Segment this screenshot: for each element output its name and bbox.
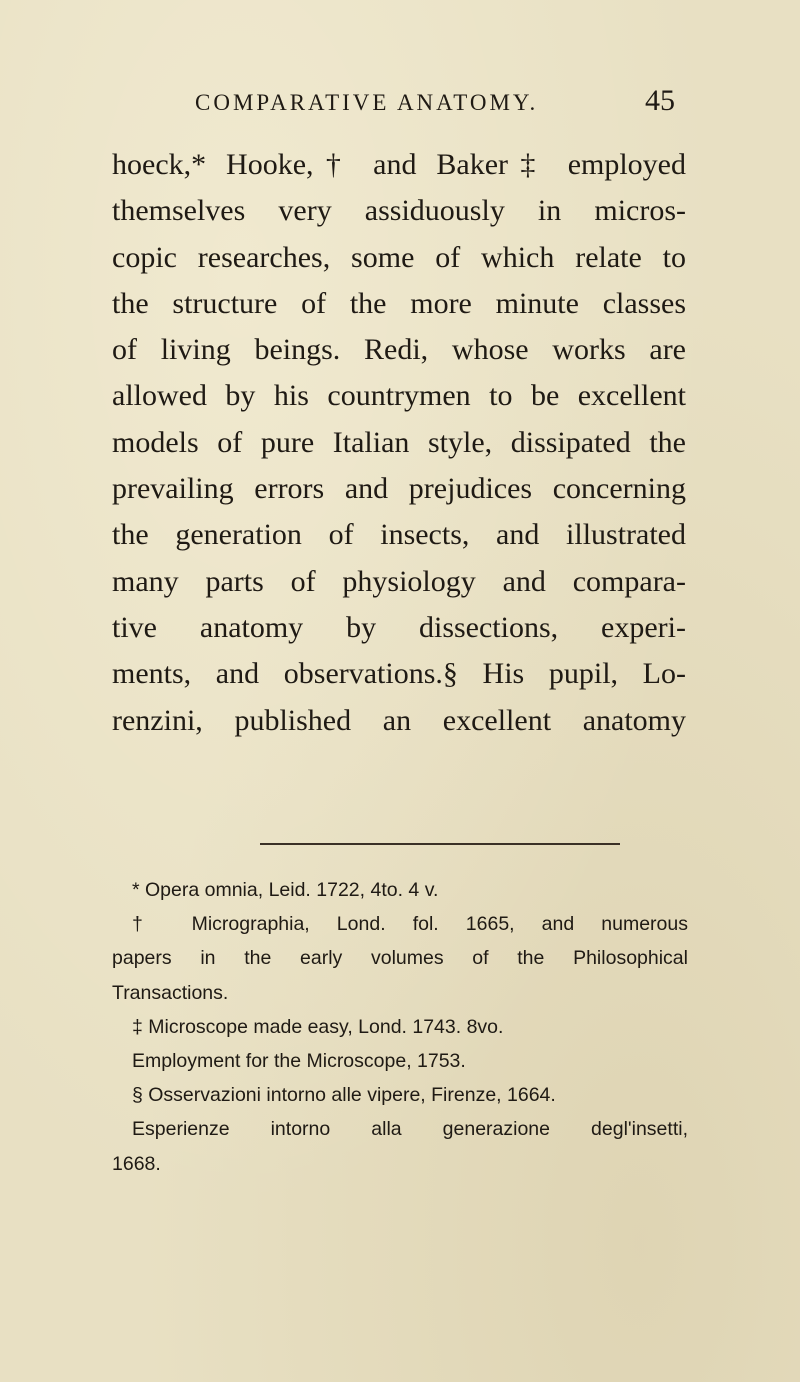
footnote-rule (260, 843, 620, 845)
footnote-line: Transactions. (112, 981, 229, 1004)
body-line: hoeck,* Hooke,† and Baker‡ employed (112, 148, 686, 181)
body-line: prevailing errors and prejudices concerning (112, 472, 686, 506)
footnote-line: papers in the early volumes of the Philosophical (112, 947, 688, 970)
footnote-line: Esperienze intorno alla generazione degl'insetti, (132, 1118, 688, 1141)
body-line: tive anatomy by dissections, experi- (112, 610, 686, 644)
body-line: many parts of physiology and compara- (112, 564, 686, 598)
body-line: the generation of insects, and illustrated (112, 518, 686, 552)
footnotes (112, 873, 688, 1181)
body-line: the structure of the more minute classes (112, 286, 686, 320)
body-line: renzini, published an excellent anatomy (112, 703, 686, 737)
body-line: ments, and observations.§ His pupil, Lo- (112, 657, 686, 691)
body-line: copic researches, some of which relate to (112, 240, 686, 274)
footnote-line: * Opera omnia, Leid. 1722, 4to. 4 v. (132, 879, 439, 901)
page-number: 45 (645, 84, 675, 117)
body-line: allowed by his countrymen to be excellent (112, 379, 686, 413)
body-line: themselves very assiduously in micros- (112, 194, 686, 228)
body-text (112, 142, 686, 744)
footnote-line: † Micrographia, Lond. fol. 1665, and numerous (132, 913, 688, 936)
running-head (195, 84, 675, 130)
footnote-line: 1668. (112, 1152, 161, 1175)
footnote-line: § Osservazioni intorno alle vipere, Firenze, 1664. (132, 1084, 556, 1107)
body-line: models of pure Italian style, dissipated the (112, 425, 686, 459)
body-line: of living beings. Redi, whose works are (112, 333, 686, 367)
footnote-line: ‡ Microscope made easy, Lond. 1743. 8vo. (132, 1015, 504, 1038)
running-head-title: COMPARATIVE ANATOMY. (195, 90, 539, 115)
footnote-line: Employment for the Microscope, 1753. (132, 1049, 466, 1072)
